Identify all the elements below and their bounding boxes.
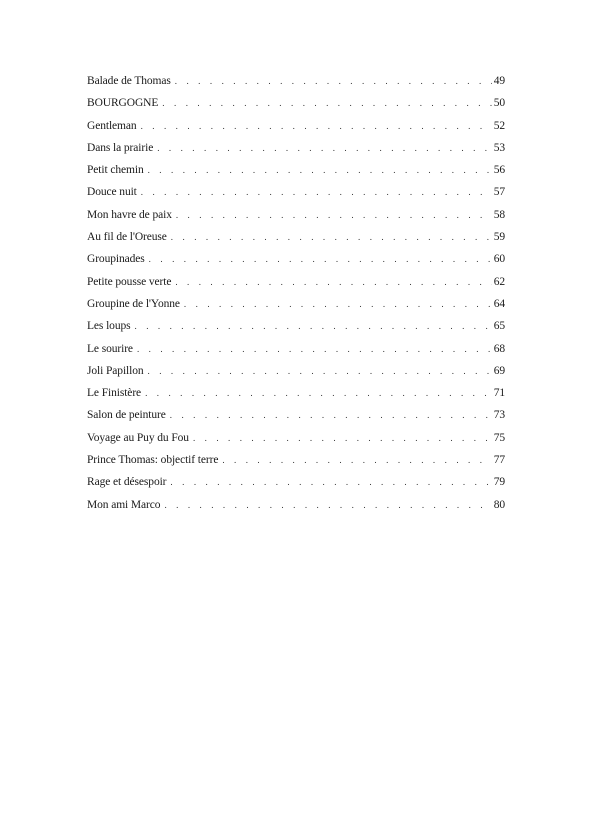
toc-dot-leader <box>175 271 491 293</box>
toc-entry-title: Prince Thomas: objectif terre <box>87 454 219 467</box>
toc-entry <box>87 382 505 404</box>
toc-dot-leader <box>170 471 491 493</box>
toc-entry-page: 56 <box>493 164 505 177</box>
toc-entry-page: 71 <box>493 387 505 400</box>
toc-entry-page: 80 <box>493 498 505 511</box>
toc-entry-title: Dans la prairie <box>87 141 154 154</box>
toc-entry-title: BOURGOGNE <box>87 97 159 110</box>
toc-entry <box>87 271 505 293</box>
toc-entry <box>87 427 505 449</box>
toc-entry-page: 75 <box>493 431 505 444</box>
toc-dot-leader <box>148 360 492 382</box>
toc-dot-leader <box>145 382 492 404</box>
toc-dot-leader <box>164 494 491 516</box>
toc-entry <box>87 115 505 137</box>
toc-entry-title: Au fil de l'Oreuse <box>87 231 167 244</box>
toc-entry <box>87 248 505 270</box>
toc-entry-page: 73 <box>493 409 505 422</box>
toc-entry-title: Petit chemin <box>87 164 144 177</box>
toc-entry-page: 69 <box>493 364 505 377</box>
toc-entry-title: Joli Papillon <box>87 364 144 377</box>
toc-entry <box>87 293 505 315</box>
toc-entry-page: 77 <box>493 454 505 467</box>
toc-entry-page: 58 <box>493 208 505 221</box>
toc-entry-title: Rage et désespoir <box>87 476 167 489</box>
toc-entry <box>87 338 505 360</box>
toc-entry-page: 60 <box>493 253 505 266</box>
toc-entry <box>87 204 505 226</box>
toc-dot-leader <box>141 115 492 137</box>
toc-entry <box>87 360 505 382</box>
toc-entry-page: 68 <box>493 342 505 355</box>
toc-entry <box>87 137 505 159</box>
toc-entry <box>87 449 505 471</box>
toc-dot-leader <box>222 449 491 471</box>
toc-entry <box>87 159 505 181</box>
toc-entry <box>87 226 505 248</box>
toc-entry <box>87 92 505 114</box>
toc-entry-page: 79 <box>493 476 505 489</box>
toc-entry <box>87 181 505 203</box>
toc-entry-title: Gentleman <box>87 119 137 132</box>
toc-dot-leader <box>137 338 492 360</box>
toc-entry-page: 62 <box>493 275 505 288</box>
toc-entry <box>87 70 505 92</box>
toc-entry-page: 59 <box>493 231 505 244</box>
toc-entry-title: Les loups <box>87 320 131 333</box>
toc-entry-page: 52 <box>493 119 505 132</box>
toc-entry-title: Douce nuit <box>87 186 137 199</box>
toc-entry-page: 49 <box>493 75 505 87</box>
toc-entry-page: 65 <box>493 320 505 333</box>
toc-entry <box>87 315 505 337</box>
toc-dot-leader <box>170 404 492 426</box>
toc-dot-leader <box>193 427 492 449</box>
toc-entry-title: Le Finistère <box>87 387 142 400</box>
toc-entry-page: 53 <box>493 141 505 154</box>
toc-dot-leader <box>157 137 491 159</box>
toc-dot-leader <box>175 70 492 92</box>
toc-entry-title: Mon ami Marco <box>87 498 161 511</box>
toc-entry-title: Balade de Thomas <box>87 75 171 87</box>
toc-dot-leader <box>149 248 492 270</box>
toc-dot-leader <box>184 293 492 315</box>
toc-entry-title: Groupine de l'Yonne <box>87 297 180 310</box>
toc-entry-page: 50 <box>493 97 505 110</box>
toc-dot-leader <box>148 159 492 181</box>
toc-entry-title: Voyage au Puy du Fou <box>87 431 189 444</box>
toc-entry-page: 57 <box>493 186 505 199</box>
toc-dot-leader <box>141 181 492 203</box>
toc-entry <box>87 471 505 493</box>
toc-entry-title: Mon havre de paix <box>87 208 172 221</box>
toc-entry-page: 64 <box>493 297 505 310</box>
toc-dot-leader <box>135 315 492 337</box>
table-of-contents <box>87 70 505 516</box>
toc-entry <box>87 494 505 516</box>
toc-entry-title: Petite pousse verte <box>87 275 172 288</box>
toc-dot-leader <box>176 204 492 226</box>
toc-entry-title: Salon de peinture <box>87 409 166 422</box>
toc-dot-leader <box>162 92 491 114</box>
toc-entry-title: Le sourire <box>87 342 133 355</box>
toc-dot-leader <box>171 226 492 248</box>
toc-entry <box>87 404 505 426</box>
toc-entry-title: Groupinades <box>87 253 145 266</box>
